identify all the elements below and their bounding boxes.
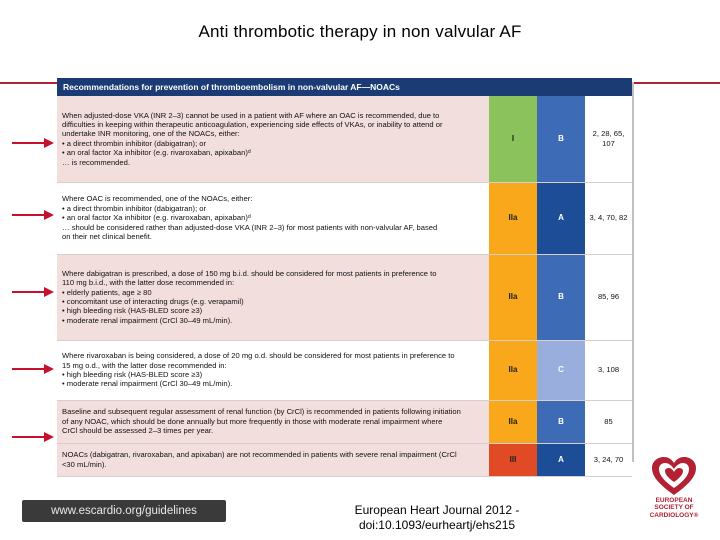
recommendation-text (57, 254, 489, 340)
arrow-right-icon (12, 285, 54, 299)
level-cell: B (537, 400, 585, 443)
guidelines-url-link[interactable]: www.escardio.org/guidelines (22, 500, 226, 522)
class-cell: IIa (489, 340, 537, 400)
logo-text-line-2: SOCIETY OF (654, 504, 694, 512)
recommendation-line: • moderate renal impairment (CrCl 30–49 mL/min). (62, 379, 233, 389)
recommendation-line: Baseline and subsequent regular assessment of renal function (by CrCl) is recommended in patients following initiation (62, 407, 461, 417)
level-cell: B (537, 96, 585, 182)
table-header: Recommendations for prevention of thromboembolism in non-valvular AF—NOACs (57, 78, 632, 96)
level-cell: A (537, 182, 585, 254)
journal-line-2: doi:10.1093/eurheartj/ehs215 (358, 518, 516, 532)
esc-logo (642, 455, 706, 527)
table-row (57, 182, 632, 254)
recommendation-text (57, 443, 489, 476)
recommendation-line: • high bleeding risk (HAS-BLED score ≥3) (62, 370, 203, 379)
class-cell: I (489, 96, 537, 182)
recommendation-line: undertake INR monitoring, one of the NOACs, either: (62, 129, 240, 139)
table-row (57, 443, 632, 476)
level-cell: B (537, 254, 585, 340)
class-cell: IIa (489, 254, 537, 340)
recommendations-table (57, 78, 632, 477)
recommendation-line: • a direct thrombin inhibitor (dabigatran); or (62, 138, 207, 148)
recommendation-line: difficulties in keeping within therapeutic anticoagulation, experiencing side effects of VKAs, or inability to attend or (62, 119, 443, 129)
recommendation-text (57, 400, 489, 443)
reference-cell: 85, 96 (585, 254, 632, 340)
journal-citation (322, 503, 552, 533)
top-right-rule (632, 82, 720, 84)
recommendation-line: Where OAC is recommended, one of the NOACs, either: (62, 194, 253, 204)
logo-text-line-3: CARDIOLOGY® (649, 511, 699, 519)
class-cell: III (489, 443, 537, 476)
level-cell: C (537, 340, 585, 400)
recommendation-line: … is recommended. (62, 157, 130, 167)
arrow-right-icon (12, 430, 54, 444)
arrow-right-icon (12, 362, 54, 376)
recommendation-text (57, 182, 489, 254)
recommendation-text (57, 340, 489, 400)
recommendation-line: Where rivaroxaban is being considered, a dose of 20 mg o.d. should be considered for most patients in preference to (62, 351, 455, 361)
reference-cell: 3, 108 (585, 340, 632, 400)
recommendation-line: • an oral factor Xa inhibitor (e.g. rivaroxaban, apixaban)ᵈ (62, 213, 251, 223)
class-cell: IIa (489, 182, 537, 254)
recommendation-line: • a direct thrombin inhibitor (dabigatran); or (62, 203, 207, 213)
top-left-rule (0, 82, 58, 84)
table-header-row (57, 78, 632, 96)
recommendation-line: NOACs (dabigatran, rivaroxaban, and apixaban) are not recommended in patients with severe renal impairment (CrCl (62, 450, 457, 460)
table-body (57, 96, 632, 476)
recommendation-line: When adjusted-dose VKA (INR 2–3) cannot be used in a patient with AF where an OAC is recommended, due to (62, 110, 440, 120)
recommendation-line: • elderly patients, age ≥ 80 (62, 287, 152, 297)
table-row (57, 340, 632, 400)
reference-cell: 85 (585, 400, 632, 443)
journal-line-1: European Heart Journal 2012 - (354, 503, 520, 517)
recommendation-line: • concomitant use of interacting drugs (e.g. verapamil) (62, 297, 244, 306)
table-row (57, 254, 632, 340)
slide-title: Anti thrombotic therapy in non valvular AF (198, 22, 522, 41)
recommendation-line: CrCl should be assessed 2–3 times per year. (62, 426, 214, 436)
arrow-right-icon (12, 208, 54, 222)
recommendation-line: • an oral factor Xa inhibitor (e.g. rivaroxaban, apixaban)ᵈ (62, 148, 251, 158)
reference-cell: 3, 4, 70, 82 (585, 182, 632, 254)
table-row (57, 96, 632, 182)
logo-text-line-1: EUROPEAN (655, 497, 693, 504)
recommendation-line: 15 mg o.d., with the latter dose recommended in: (62, 360, 227, 370)
esc-heart-logo-icon (650, 455, 698, 497)
esc-logo-text (642, 497, 706, 519)
reference-cell: 3, 24, 70 (585, 443, 632, 476)
recommendation-line: … should be considered rather than adjusted-dose VKA (INR 2–3) for most patients with non-valvular AF, based (62, 222, 438, 232)
reference-cell: 2, 28, 65, 107 (585, 96, 632, 182)
recommendation-line: of any NOAC, which should be done annually but more frequently in those with moderate renal impairment where (62, 416, 443, 426)
recommendation-line: 110 mg b.i.d., with the latter dose recommended in: (62, 278, 235, 288)
recommendation-line: • high bleeding risk (HAS-BLED score ≥3) (62, 306, 203, 316)
recommendation-line: <30 mL/min). (62, 459, 107, 469)
level-cell: A (537, 443, 585, 476)
recommendation-line: • moderate renal impairment (CrCl 30–49 mL/min). (62, 315, 233, 325)
arrow-right-icon (12, 136, 54, 150)
recommendation-line: on their net clinical benefit. (62, 232, 152, 242)
recommendation-line: Where dabigatran is prescribed, a dose of 150 mg b.i.d. should be considered for most patients in preference to (62, 268, 437, 278)
table-row (57, 400, 632, 443)
recommendation-text (57, 96, 489, 182)
class-cell: IIa (489, 400, 537, 443)
right-vertical-rule (632, 82, 634, 462)
